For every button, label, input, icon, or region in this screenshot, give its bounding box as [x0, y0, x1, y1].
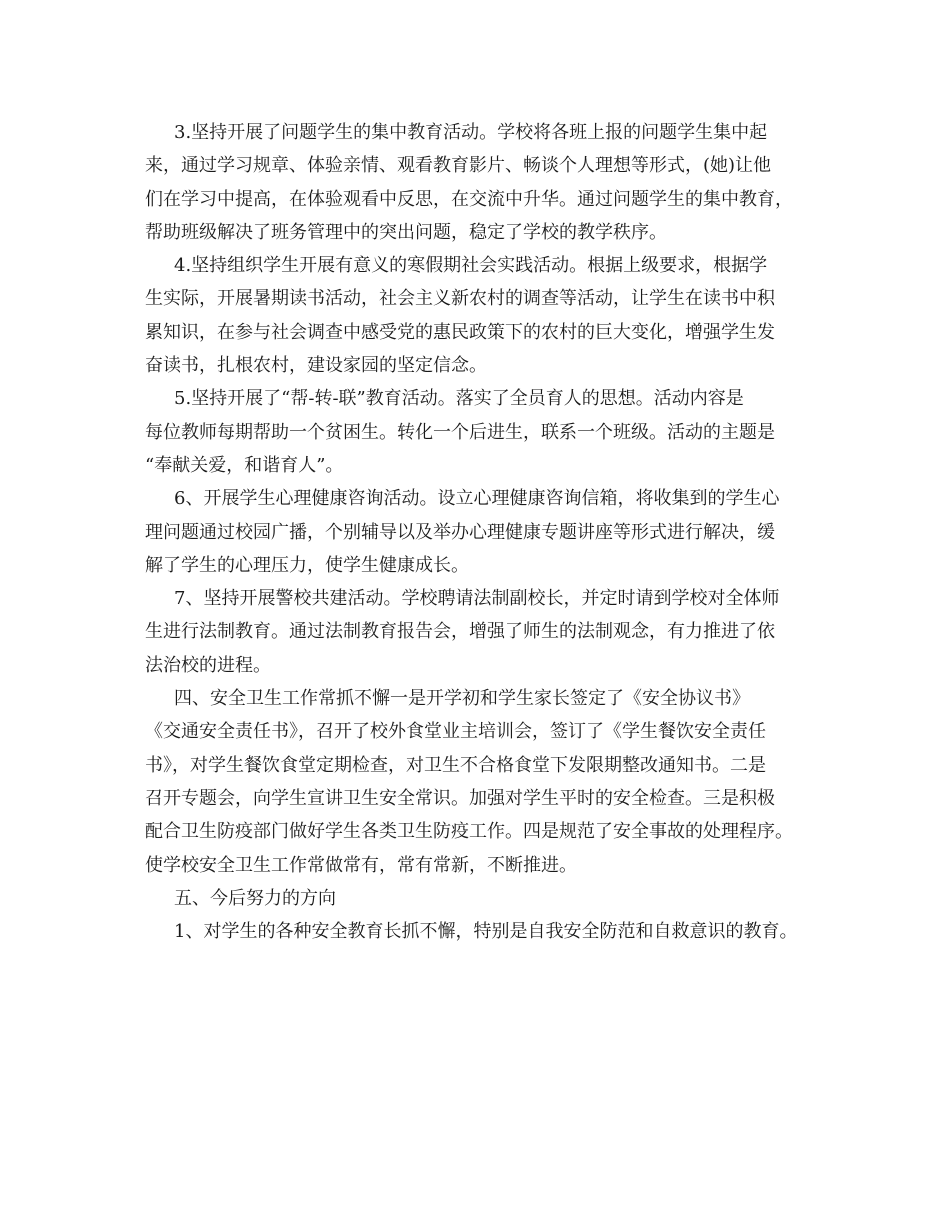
text-line: 书》，对学生餐饮食堂定期检查，对卫生不合格食堂下发限期整改通知书。二是 [145, 754, 766, 776]
text-line: 奋读书，扎根农村，建设家园的坚定信念。 [145, 355, 487, 377]
text-line: 们在学习中提高，在体验观看中反思，在交流中升华。通过问题学生的集中教育， [145, 188, 793, 210]
text-line: 解了学生的心理压力，使学生健康成长。 [145, 554, 469, 576]
text-line: 帮助班级解决了班务管理中的突出问题，稳定了学校的教学秩序。 [145, 221, 667, 243]
text-line: 使学校安全卫生工作常做常有，常有常新，不断推进。 [145, 854, 577, 876]
text-line: 生进行法制教育。通过法制教育报告会，增强了师生的法制观念，有力推进了依 [145, 621, 775, 643]
text-line: 1、对学生的各种安全教育长抓不懈，特别是自我安全防范和自救意识的教育。 [174, 921, 798, 943]
text-line: 五、今后努力的方向 [174, 887, 336, 909]
text-line: 法治校的进程。 [145, 654, 271, 676]
text-line: 5.坚持开展了“帮-转-联”教育活动。落实了全员育人的思想。活动内容是 [174, 388, 744, 410]
text-line: 3.坚持开展了问题学生的集中教育活动。学校将各班上报的问题学生集中起 [174, 122, 768, 143]
text-line: 7、坚持开展警校共建活动。学校聘请法制副校长，并定时请到学校对全体师 [174, 588, 780, 610]
text-line: 4.坚持组织学生开展有意义的寒假期社会实践活动。根据上级要求，根据学 [174, 255, 768, 277]
text-line: 每位教师每期帮助一个贫困生。转化一个后进生，联系一个班级。活动的主题是 [145, 421, 775, 443]
text-line: 理问题通过校园广播，个别辅导以及举办心理健康专题讲座等形式进行解决，缓 [145, 521, 775, 543]
text-line: 6、开展学生心理健康咨询活动。设立心理健康咨询信箱，将收集到的学生心 [174, 488, 780, 510]
text-line: 《交通安全责任书》，召开了校外食堂业主培训会，签订了《学生餐饮安全责任 [145, 721, 766, 743]
text-line: “奉献关爱，和谐育人”。 [145, 454, 344, 476]
text-line: 召开专题会，向学生宣讲卫生安全常识。加强对学生平时的安全检查。三是积极 [145, 787, 775, 809]
text-line: 累知识，在参与社会调查中感受党的惠民政策下的农村的巨大变化，增强学生发 [145, 321, 775, 343]
text-line: 生实际，开展暑期读书活动，社会主义新农村的调查等活动，让学生在读书中积 [145, 288, 775, 310]
body-text [145, 116, 825, 948]
text-line: 配合卫生防疫部门做好学生各类卫生防疫工作。四是规范了安全事故的处理程序。 [145, 821, 793, 843]
text-line: 四、安全卫生工作常抓不懈一是开学初和学生家长签定了《安全协议书》 [174, 688, 750, 710]
text-line: 来，通过学习规章、体验亲情、观看教育影片、畅谈个人理想等形式，(她)让他 [145, 155, 772, 177]
